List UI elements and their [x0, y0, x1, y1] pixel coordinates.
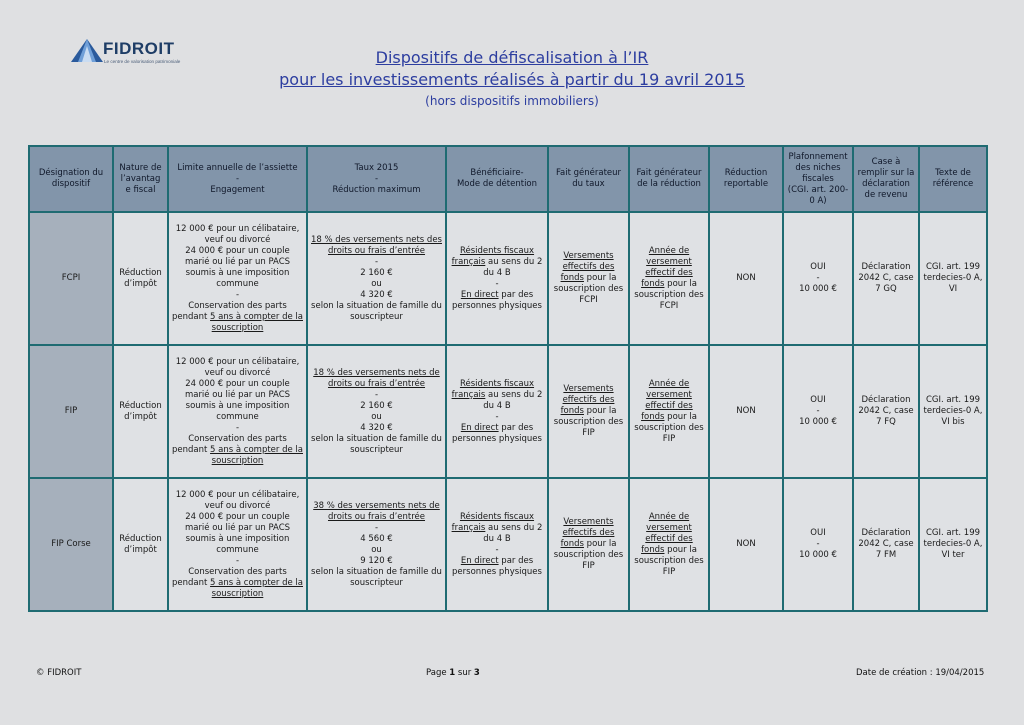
header-text: Bénéficiaire-	[470, 168, 524, 178]
plafond-amount: 10 000 €	[799, 550, 837, 560]
table-body	[29, 212, 987, 611]
header-text: Case à remplir sur la déclaration de revenu	[857, 157, 915, 200]
table-row	[29, 478, 987, 611]
header-text: Désignation du dispositif	[38, 168, 104, 189]
case-cell: Déclaration 2042 C, case 7 FQ	[853, 345, 919, 478]
limit-single: 12 000 € pour un célibataire, veuf ou divorcé	[175, 489, 300, 511]
rate-max-couple: 4 320 €	[360, 289, 393, 300]
header-cell	[307, 146, 446, 212]
beneficiary-ref: au sens du 2 du 4 B	[483, 522, 543, 544]
header-text: Texte de référence	[932, 168, 974, 189]
fait-reduction-year: Année de versement effectif des fonds	[641, 245, 693, 289]
limit-cell	[168, 345, 307, 478]
fait-reduction-cell	[629, 345, 709, 478]
separator-dash: -	[374, 522, 379, 533]
header-cell	[853, 146, 919, 212]
reference-cell: CGI. art. 199 terdecies-0 A, VI	[919, 212, 987, 345]
dispositif-name: FIP Corse	[29, 478, 113, 611]
header-text: Limite annuelle de l’assiette	[177, 162, 298, 173]
beneficiary-direct: En direct	[460, 422, 499, 433]
table-row	[29, 212, 987, 345]
limit-single: 12 000 € pour un célibataire, veuf ou divorcé	[175, 356, 300, 378]
limit-duration: 5 ans à compter de la souscription	[210, 577, 303, 599]
plafond-yes: OUI	[810, 395, 826, 405]
header-text: Mode de détention	[456, 179, 538, 189]
header-text: Fait générateur du taux	[555, 168, 622, 189]
rate-or: ou	[371, 544, 382, 555]
separator-dash: -	[495, 278, 499, 289]
page-sep: sur	[455, 668, 474, 678]
header-text: Engagement	[210, 184, 265, 195]
header-text: -	[235, 173, 240, 184]
footer-page-info	[426, 668, 480, 678]
plafond-cell	[783, 345, 853, 478]
nature-cell: Réduction d’impôt	[113, 345, 168, 478]
limit-couple: 24 000 € pour un couple marié ou lié par un PACS soumis à une imposition commune	[184, 378, 291, 422]
fait-reduction-year: Année de versement effectif des fonds	[641, 378, 693, 422]
beneficiary-persons: par des personnes physiques	[452, 422, 542, 444]
rate-condition: selon la situation de famille du souscripteur	[311, 433, 442, 455]
beneficiary-residents: Résidents fiscaux français	[451, 245, 535, 267]
fait-taux-text: pour la souscription des FCPI	[553, 273, 624, 305]
separator-dash: -	[816, 406, 820, 416]
footer-copyright: © FIDROIT	[36, 668, 82, 678]
header-text: Réduction reportable	[723, 168, 769, 189]
reportable-cell: NON	[709, 478, 783, 611]
separator-dash: -	[816, 539, 820, 549]
beneficiary-persons: par des personnes physiques	[452, 289, 542, 311]
limit-couple: 24 000 € pour un couple marié ou lié par un PACS soumis à une imposition commune	[184, 511, 291, 555]
logo-name: FIDROIT	[103, 39, 175, 58]
fait-reduction-year: Année de versement effectif des fonds	[641, 511, 693, 555]
header-text: -	[374, 173, 379, 184]
separator-dash: -	[495, 544, 499, 555]
fait-taux-funds: Versements effectifs des fonds	[560, 251, 615, 283]
rate-max-couple: 9 120 €	[360, 555, 393, 566]
rate-max-couple: 4 320 €	[360, 422, 393, 433]
header-cell	[29, 146, 113, 212]
separator-dash: -	[235, 422, 240, 433]
dispositifs-table	[28, 145, 988, 612]
separator-dash: -	[816, 273, 820, 283]
beneficiary-direct: En direct	[460, 289, 499, 300]
rate-condition: selon la situation de famille du souscripteur	[311, 300, 442, 322]
dispositif-name: FCPI	[29, 212, 113, 345]
beneficiary-cell	[446, 345, 548, 478]
beneficiary-ref: au sens du 2 du 4 B	[483, 389, 543, 411]
header-cell	[629, 146, 709, 212]
rate-percentage: 18 % des versements nets de droits ou frais d’entrée	[313, 367, 440, 389]
beneficiary-cell	[446, 478, 548, 611]
plafond-cell	[783, 478, 853, 611]
fait-taux-funds: Versements effectifs des fonds	[560, 384, 615, 416]
header-text: (CGI. art. 200-0 A)	[787, 184, 849, 206]
header-cell	[919, 146, 987, 212]
fait-reduction-text: pour la souscription des FIP	[634, 544, 704, 577]
header-text: Réduction maximum	[332, 184, 421, 195]
fait-reduction-cell	[629, 212, 709, 345]
page-prefix: Page	[426, 668, 450, 678]
beneficiary-ref: au sens du 2 du 4 B	[483, 256, 543, 278]
plafond-amount: 10 000 €	[799, 417, 837, 427]
rate-cell	[307, 478, 446, 611]
rate-max-single: 2 160 €	[360, 267, 393, 278]
header-text: Nature de l’avantag e fiscal	[119, 162, 162, 195]
header-cell	[113, 146, 168, 212]
limit-cell	[168, 212, 307, 345]
case-cell: Déclaration 2042 C, case 7 GQ	[853, 212, 919, 345]
limit-duration: 5 ans à compter de la souscription	[210, 444, 303, 466]
plafond-cell	[783, 212, 853, 345]
plafond-amount: 10 000 €	[799, 284, 837, 294]
rate-cell	[307, 345, 446, 478]
header-text: Plafonnement des niches fiscales	[788, 151, 848, 184]
fait-taux-text: pour la souscription des FIP	[553, 539, 624, 571]
page-total: 3	[473, 668, 480, 678]
case-cell: Déclaration 2042 C, case 7 FM	[853, 478, 919, 611]
reportable-cell: NON	[709, 345, 783, 478]
nature-cell: Réduction d’impôt	[113, 478, 168, 611]
rate-or: ou	[371, 278, 382, 289]
beneficiary-residents: Résidents fiscaux français	[451, 378, 535, 400]
header-cell	[709, 146, 783, 212]
beneficiary-direct: En direct	[460, 555, 499, 566]
limit-cell	[168, 478, 307, 611]
table-row	[29, 345, 987, 478]
separator-dash: -	[495, 411, 499, 422]
header-cell	[446, 146, 548, 212]
header-text: Fait générateur de la réduction	[636, 168, 702, 189]
rate-percentage: 18 % des versements nets des droits ou frais d’entrée	[311, 234, 442, 256]
separator-dash: -	[235, 289, 240, 300]
separator-dash: -	[374, 389, 379, 400]
page-title: Dispositifs de défiscalisation à l’IR	[375, 48, 649, 67]
reference-cell: CGI. art. 199 terdecies-0 A, VI ter	[919, 478, 987, 611]
plafond-yes: OUI	[810, 528, 826, 538]
fait-reduction-text: pour la souscription des FIP	[634, 411, 704, 444]
beneficiary-cell	[446, 212, 548, 345]
rate-condition: selon la situation de famille du souscripteur	[311, 566, 442, 588]
page-subtitle: pour les investissements réalisés à partir du 19 avril 2015	[279, 70, 745, 89]
beneficiary-residents: Résidents fiscaux français	[451, 511, 535, 533]
header-text: Taux 2015	[354, 162, 399, 173]
limit-single: 12 000 € pour un célibataire, veuf ou divorcé	[175, 223, 300, 245]
footer-creation-date: Date de création : 19/04/2015	[856, 668, 985, 678]
limit-duration: 5 ans à compter de la souscription	[210, 311, 303, 333]
fait-taux-cell	[548, 345, 629, 478]
fait-taux-cell	[548, 212, 629, 345]
header-cell	[168, 146, 307, 212]
logo-tagline: Le centre de valorisation patrimoniale	[104, 59, 181, 64]
fait-reduction-cell	[629, 478, 709, 611]
page-note: (hors dispositifs immobiliers)	[425, 94, 599, 108]
table-header-row	[29, 146, 987, 212]
fait-taux-cell	[548, 478, 629, 611]
fait-taux-funds: Versements effectifs des fonds	[560, 517, 615, 549]
rate-or: ou	[371, 411, 382, 422]
fait-taux-text: pour la souscription des FIP	[553, 406, 624, 438]
beneficiary-persons: par des personnes physiques	[452, 555, 542, 577]
rate-cell	[307, 212, 446, 345]
dispositif-name: FIP	[29, 345, 113, 478]
page-number: 1	[449, 668, 456, 678]
rate-max-single: 4 560 €	[360, 533, 393, 544]
rate-max-single: 2 160 €	[360, 400, 393, 411]
nature-cell: Réduction d’impôt	[113, 212, 168, 345]
plafond-yes: OUI	[810, 262, 826, 272]
header-cell	[548, 146, 629, 212]
limit-couple: 24 000 € pour un couple marié ou lié par un PACS soumis à une imposition commune	[184, 245, 291, 289]
separator-dash: -	[374, 256, 379, 267]
header-cell	[783, 146, 853, 212]
limit-engagement: Conservation des parts pendant	[172, 300, 287, 322]
reference-cell: CGI. art. 199 terdecies-0 A, VI bis	[919, 345, 987, 478]
separator-dash: -	[235, 555, 240, 566]
reportable-cell: NON	[709, 212, 783, 345]
limit-engagement: Conservation des parts pendant	[172, 566, 287, 588]
rate-percentage: 38 % des versements nets de droits ou frais d’entrée	[313, 500, 440, 522]
limit-engagement: Conservation des parts pendant	[172, 433, 287, 455]
fait-reduction-text: pour la souscription des FCPI	[634, 278, 704, 311]
